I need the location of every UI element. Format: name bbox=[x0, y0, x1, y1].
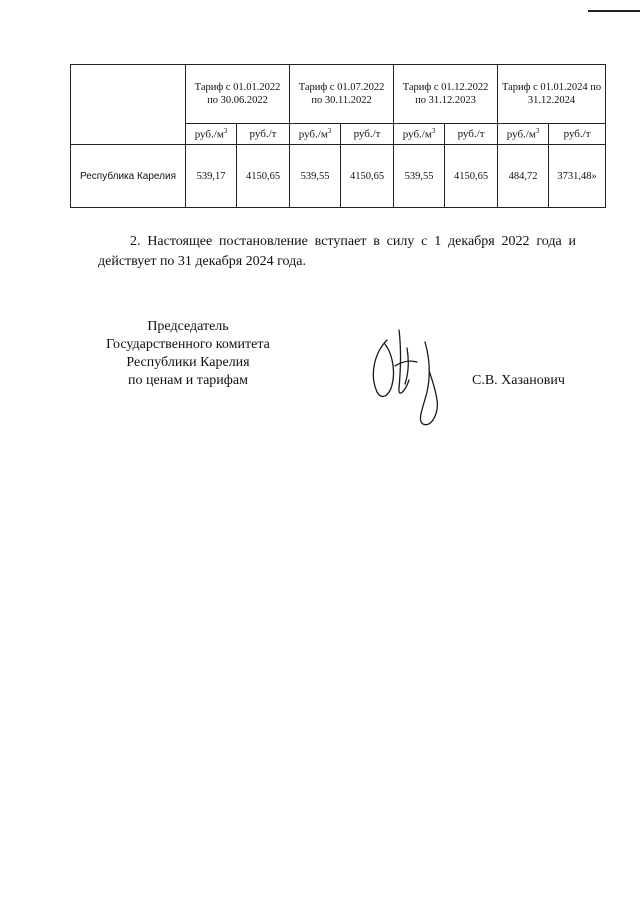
unit-cell-t: руб./т bbox=[237, 124, 290, 145]
signer-name: С.В. Хазанович bbox=[472, 373, 565, 388]
period-header-cell: Тариф с 01.12.2022 по 31.12.2023 bbox=[394, 65, 498, 124]
region-header-cell bbox=[71, 65, 186, 145]
table-row bbox=[71, 145, 606, 208]
value-cell: 3731,48» bbox=[549, 145, 606, 208]
top-edge-line bbox=[588, 10, 640, 12]
period-header-row bbox=[71, 65, 606, 124]
period-header-cell: Тариф с 01.01.2022 по 30.06.2022 bbox=[186, 65, 290, 124]
value-cell: 539,17 bbox=[186, 145, 237, 208]
value-cell: 4150,65 bbox=[445, 145, 498, 208]
tariff-table bbox=[70, 64, 606, 208]
value-cell: 4150,65 bbox=[341, 145, 394, 208]
paragraph-text: 2. Настоящее постановление вступает в силу с 1 декабря 2022 года и действует по 31 декабря 2024 года. bbox=[98, 234, 576, 269]
value-cell: 484,72 bbox=[498, 145, 549, 208]
value-cell: 539,55 bbox=[394, 145, 445, 208]
unit-cell-m3: $руб./м^3$ bbox=[290, 124, 341, 145]
value-cell: 4150,65 bbox=[237, 145, 290, 208]
handwritten-signature bbox=[365, 322, 475, 428]
unit-cell-m3: $руб./м^3$ bbox=[394, 124, 445, 145]
unit-cell-t: руб./т bbox=[341, 124, 394, 145]
unit-cell-m3: $руб./м^3$ bbox=[498, 124, 549, 145]
title-line: Председатель bbox=[147, 319, 229, 334]
value-cell: 539,55 bbox=[290, 145, 341, 208]
title-line: Республики Карелия bbox=[126, 355, 250, 370]
title-line: Государственного комитета bbox=[106, 337, 270, 352]
title-line: по ценам и тарифам bbox=[128, 373, 248, 388]
period-header-cell: Тариф с 01.07.2022 по 30.11.2022 bbox=[290, 65, 394, 124]
effective-date-paragraph bbox=[98, 232, 576, 272]
region-cell: Республика Карелия bbox=[71, 145, 186, 208]
unit-cell-t: руб./т bbox=[445, 124, 498, 145]
unit-cell-m3: $руб./м^3$ bbox=[186, 124, 237, 145]
signatory-title bbox=[92, 318, 284, 390]
unit-cell-t: руб./т bbox=[549, 124, 606, 145]
period-header-cell: Тариф с 01.01.2024 по 31.12.2024 bbox=[498, 65, 606, 124]
